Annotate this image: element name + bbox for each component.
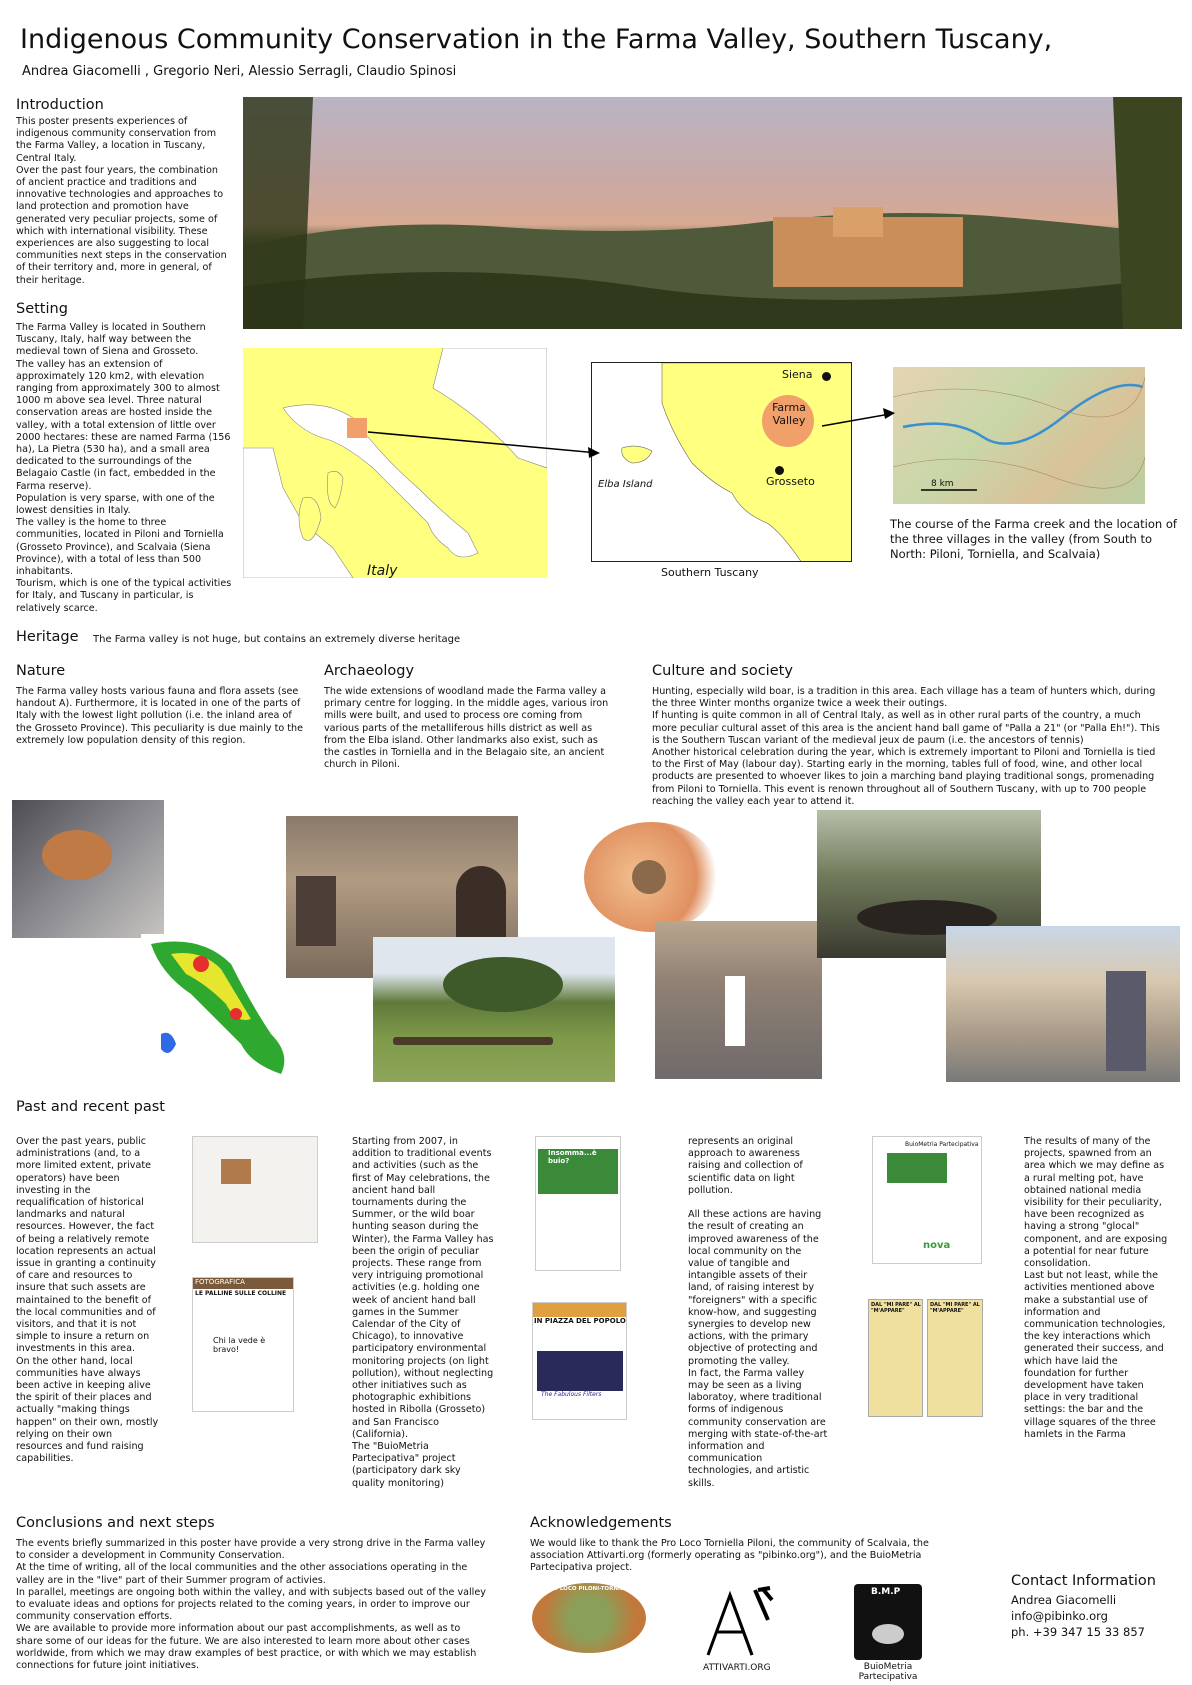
culture-heading: Culture and society bbox=[652, 663, 793, 679]
heritage-heading: Heritage bbox=[16, 629, 79, 645]
courtyard-door bbox=[296, 876, 336, 946]
piazza-flyer bbox=[532, 1302, 627, 1420]
newspaper-image bbox=[221, 1159, 251, 1184]
dal-mi-pare-title-2: DAL "MI PARE" AL "M'APPARE" bbox=[930, 1302, 980, 1314]
hill-trees bbox=[443, 957, 563, 1012]
dormouse-shape bbox=[42, 830, 112, 880]
nova-logo: nova bbox=[923, 1240, 951, 1251]
archaeology-text: The wide extensions of woodland made the Farma valley a primary centre for logging. In the middle ages, various iron mills were built, and used to process ore coming from various parts of the metalliferous hills district as well as from the Elba island. Other landmarks also exist, such as the castles in Torniella and in the Belagaio site, an ancient church in Piloni. bbox=[324, 686, 609, 771]
elba-label: Elba Island bbox=[598, 479, 653, 490]
fabulous-filters: The Fabulous Filters bbox=[541, 1391, 602, 1398]
conclusions-heading: Conclusions and next steps bbox=[16, 1515, 215, 1531]
fotografica-flyer bbox=[192, 1277, 294, 1412]
bmp-logo bbox=[854, 1584, 922, 1660]
courtyard-arch bbox=[456, 866, 506, 946]
marching-band-photo bbox=[946, 926, 1180, 1082]
contact-name: Andrea Giacomelli bbox=[1011, 1593, 1117, 1607]
piazza-title: IN PIAZZA DEL POPOLO bbox=[534, 1317, 626, 1325]
bmp-flyer bbox=[872, 1136, 982, 1264]
nature-text: The Farma valley hosts various fauna and flora assets (see handout A). Furthermore, it is located in one of the parts of Italy with the lowest light pollution (i.e. the inland area of the Grosseto Province). This peculiarity is due mainly to the extremely low population density of this region. bbox=[16, 686, 304, 746]
light-pollution-map bbox=[141, 934, 296, 1081]
italy-map-label: Italy bbox=[367, 563, 398, 579]
bmp-moon bbox=[872, 1624, 904, 1644]
past-col4: The results of many of the projects, spawned from an area which we may define as a rural melting pot, have obtained national media visibility for their peculiarity, have been recognized as having a strong "glocal" component, and are exposing a potential for near future consolidation. Last but not least, while the activities mentioned above make a substantial use of information and communication technologies, the key interactions which generated their success, and which have laid the foundation for further development have taken place in very traditional settings: the bar and the village squares of the three hamlets in the Farma bbox=[1024, 1136, 1168, 1440]
fotografica-title: FOTOGRAFICA bbox=[193, 1278, 294, 1289]
bmp-flyer-title: BuioMetria Partecipativa bbox=[905, 1141, 979, 1148]
hand-ball bbox=[632, 860, 666, 894]
dal-mi-pare-title-1: DAL "MI PARE" AL "M'APPARE" bbox=[871, 1302, 921, 1314]
band-member bbox=[1106, 971, 1146, 1071]
player bbox=[725, 976, 745, 1046]
introduction-text: This poster presents experiences of indigenous community conservation from the Farma Valley, a location in Tuscany, Central Italy. Over the past four years, the combination of ancient practice and traditions and innovative technologies and approaches to land protection and promotion have generated very peculiar projects, some of which with international visibility. These experiences are also suggesting to local communities next steps in the conservation of their territory and, more in general, of their heritage. bbox=[16, 116, 227, 286]
grosseto-label: Grosseto bbox=[766, 475, 815, 488]
piazza-banner bbox=[533, 1303, 627, 1317]
palline-title: LE PALLINE SULLE COLLINE bbox=[195, 1290, 287, 1297]
poster-title: Indigenous Community Conservation in the Farma Valley, Southern Tuscany, bbox=[20, 24, 1053, 55]
dal-mi-pare-flyer-2 bbox=[927, 1299, 983, 1417]
past-col2: Starting from 2007, in addition to traditional events and activities (such as the first of May celebrations, the ancient hand ball tournaments during the Summer, or the wild boar hunting season during the Winter), the Farma Valley has been the origin of peculiar projects. These range from very intriguing promotional activities (e.g. holding one week of ancient hand ball games in the Summer Calendar of the City of Chicago), to innovative participatory environmental monitoring projects (on light pollution), without neglecting other initiatives such as photographic exhibitions hosted in Ribolla (Grosseto) and San Francisco (California). The "BuioMetria Partecipativa" project (participatory dark sky quality monitoring) bbox=[352, 1136, 494, 1489]
bmp-logo-title: B.M.P bbox=[871, 1587, 901, 1597]
heritage-subtitle: The Farma valley is not huge, but contains an extremely diverse heritage bbox=[93, 634, 461, 645]
dormouse-photo bbox=[12, 800, 164, 938]
culture-text: Hunting, especially wild boar, is a tradition in this area. Each village has a team of hunters which, during the three Winter months organize twice a week their outings. If hunting is quite common in all of Central Italy, as well as in other rural parts of the country, a much more peculiar cultural asset of this area is the ancient hand ball game of "Palla a 21" (or "Palla Eh!"). This is the Southern Tuscan variant of the medieval jeux de paum (i.e. the ancestors of tennis) Another historical celebration during the year, which is extremely important to Piloni and Torniella is tied to the First of May (labour day). Starting early in the morning, tables full of food, wine, and other local products are presented to whoever likes to join a marching band playing traditional songs, promenading from Piloni to Torniella. This event is renown throughout all of Southern Tuscany, with up to 700 people reaching the valley each year to attend it. bbox=[652, 686, 1160, 807]
contact-email[interactable]: info@pibinko.org bbox=[1011, 1609, 1108, 1623]
attivarti-text: ATTIVARTI.ORG bbox=[703, 1663, 771, 1673]
siena-label: Siena bbox=[782, 368, 813, 381]
horses bbox=[393, 1037, 553, 1045]
authors: Andrea Giacomelli , Gregorio Neri, Alessio Serragli, Claudio Spinosi bbox=[22, 64, 457, 79]
contact-heading: Contact Information bbox=[1011, 1573, 1156, 1589]
buiometria-flyer bbox=[535, 1136, 621, 1271]
setting-text: The Farma Valley is located in Southern Tuscany, Italy, half way between the medieval town of Siena and Grosseto. The valley has an extension of approximately 120 km2, with elevation ranging from approximately 300 to almost 1000 m above sea level. Three natural conservation areas are hosted inside the valley, with a total extension of little over 2000 hectares: these are named Farma (156 ha), La Pietra (530 ha), and a small area dedicated to the surroundings of the Belagaio Castle (in fact, embedded in the Farma reserve). Population is very sparse, with one of the lowest densities in Italy. The valley is the home to three communities, located in Piloni and Torniella (Grosseto Province), and Scalvaia (Siena Province), with a total of less than 500 inhabitants. Tourism, which is one of the typical activities for Italy, and Tuscany in particular, is relatively scarce. bbox=[16, 322, 232, 614]
dal-mi-pare-flyer-1 bbox=[868, 1299, 923, 1417]
newspaper-flyer bbox=[192, 1136, 318, 1243]
past-col1: Over the past years, public administrations (and, to a more limited extent, private operators) have been investing in the requalification of historical landmarks and natural resources. However, the fact of being a relatively remote location represents an actual issue in granting a continuity of care and resources to insure that such assets are maintained to the benefit of the local communities and of visitors, and that it is not simple to insure a return on investments in this area. On the other hand, local communities have always been active in keeping alive the spirit of their places and actually "making things happen" on their own, mostly relying on their own resources and fund raising capabilities. bbox=[16, 1136, 159, 1465]
map-arrows bbox=[360, 380, 920, 460]
past-heading: Past and recent past bbox=[16, 1099, 165, 1115]
pro-loco-text: PRO LOCO PILONI-TORNIELLA bbox=[545, 1586, 635, 1592]
introduction-heading: Introduction bbox=[16, 97, 104, 113]
scale-label: 8 km bbox=[931, 479, 954, 489]
conclusions-text: The events briefly summarized in this poster have provide a very strong drive in the Farma valley to consider a development in Community Conservation. At the time of writing, all of the local communities and the other associations operating in the valley are in the "live" part of their Summer program of activies. In parallel, meetings are ongoing both within the valley, and with subjects based out of the valley to evaluate ideas and options for projects related to the coming years, in order to improve our community conservation efforts. We are available to provide more information about our past accomplishments, as well as to share some of our ideas for the future. We are also interested to learn more about other cases worldwide, from which we may draw examples of best practice, or with which we may establish connections for future joint initiatives. bbox=[16, 1538, 486, 1672]
tuscany-map-caption: Southern Tuscany bbox=[661, 566, 759, 579]
pro-loco-logo bbox=[532, 1583, 646, 1653]
bmp-text: BuioMetria Partecipativa bbox=[858, 1662, 918, 1682]
panorama-photo bbox=[243, 97, 1182, 329]
ball-game-photo bbox=[655, 921, 822, 1079]
past-col3: represents an original approach to awareness raising and collection of scientific data on light pollution. All these actions are having the result of creating an improved awareness of the local community on the value of tangible and intangible assets of their land, of raising interest by "foreigners" with a specific know-how, and suggesting synergies to develop new actions, with the primary objective of protecting and promoting the valley. In fact, the Farma valley may be seen as a living laboratoy, where traditional forms of indigenous community conservation are merging with state-of-the-art information and communication technologies, and artistic skills. bbox=[688, 1136, 828, 1489]
acknowledgements-text: We would like to thank the Pro Loco Torniella Piloni, the community of Scalvaia, the association Attivarti.org (formerly operating as "pibinko.org"), and the BuioMetria Partecipativa project. bbox=[530, 1538, 929, 1574]
piazza-image bbox=[537, 1351, 623, 1391]
horses-field-photo bbox=[373, 937, 615, 1082]
nature-heading: Nature bbox=[16, 663, 66, 679]
farma-creek-topo-map bbox=[893, 367, 1145, 504]
bmp-flyer-map bbox=[887, 1153, 947, 1183]
setting-heading: Setting bbox=[16, 301, 68, 317]
chi-la-vede: Chi la vede è bravo! bbox=[213, 1336, 266, 1354]
farma-valley-label: Farma Valley bbox=[772, 401, 806, 427]
contact-phone: ph. +39 347 15 33 857 bbox=[1011, 1625, 1145, 1639]
insomma-text: Insomma...è buio? bbox=[548, 1149, 597, 1165]
archaeology-heading: Archaeology bbox=[324, 663, 415, 679]
grosseto-dot bbox=[775, 466, 784, 475]
farma-creek-caption: The course of the Farma creek and the location of the three villages in the valley (from South to North: Piloni, Torniella, and Scalvaia) bbox=[890, 517, 1177, 561]
hand-ball-photo bbox=[584, 822, 719, 932]
attivarti-logo bbox=[700, 1580, 780, 1660]
acknowledgements-heading: Acknowledgements bbox=[530, 1515, 672, 1531]
